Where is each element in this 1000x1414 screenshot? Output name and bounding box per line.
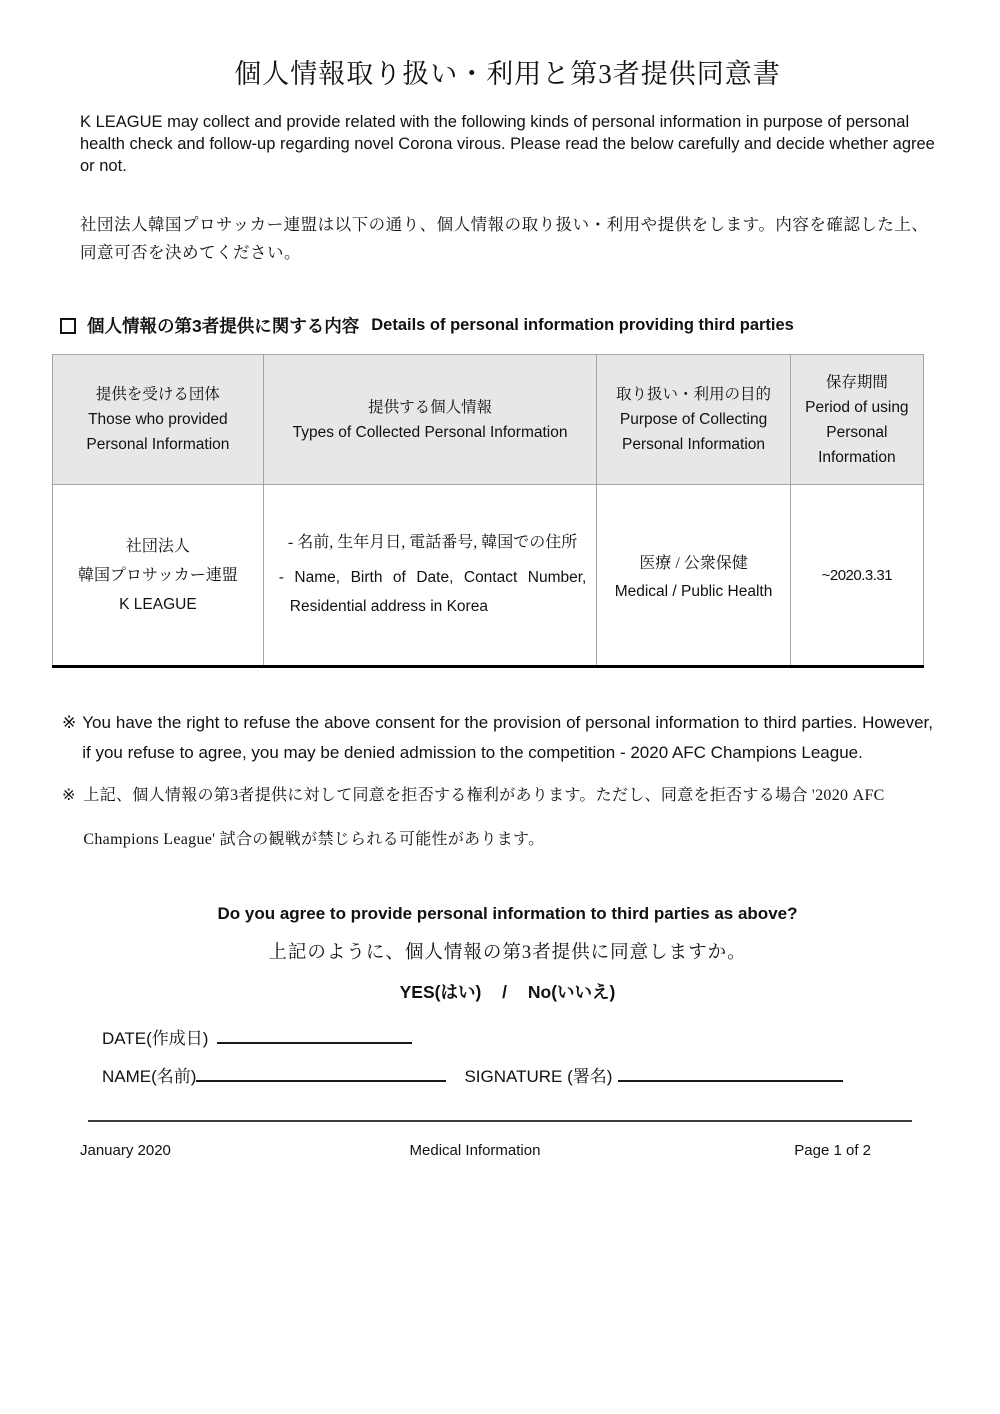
third-party-provision-table bbox=[52, 354, 924, 668]
reference-mark-icon: ※ bbox=[62, 787, 76, 804]
types-english: - Name, Birth of Date, Contact Number, Residential address in Korea bbox=[278, 569, 587, 615]
types-japanese: - 名前, 生年月日, 電話番号, 韓国での住所 bbox=[287, 534, 578, 551]
page-footer bbox=[80, 1142, 935, 1162]
section-heading-japanese: 個人情報の第3者提供に関する内容 bbox=[87, 316, 360, 336]
column-header-period-ja: 保存期間 bbox=[825, 373, 888, 391]
intro-paragraph-japanese: 社団法人韓国プロサッカー連盟は以下の通り、個人情報の取り扱い・利用や提供をします。内容を確認した上、同意可否を決めてください。 bbox=[80, 215, 929, 262]
column-header-types-ja: 提供する個人情報 bbox=[368, 398, 493, 416]
name-signature-line bbox=[102, 1062, 935, 1087]
section-checkbox[interactable] bbox=[60, 318, 76, 334]
cell-purpose bbox=[597, 485, 790, 667]
consent-options bbox=[80, 979, 935, 1004]
column-header-period bbox=[790, 355, 923, 485]
provider-line-2: 韓国プロサッカー連盟 bbox=[78, 566, 238, 584]
signature-label: SIGNATURE (署名) bbox=[464, 1067, 613, 1086]
table-header-row bbox=[53, 355, 924, 485]
provider-line-3: K LEAGUE bbox=[119, 595, 197, 613]
period-value: ~2020.3.31 bbox=[821, 566, 893, 584]
column-header-provider-en: Those who provided Personal Information bbox=[86, 411, 230, 453]
date-field[interactable] bbox=[217, 1029, 412, 1044]
purpose-japanese: 医療 / 公衆保健 bbox=[639, 554, 748, 572]
signature-field[interactable] bbox=[618, 1067, 843, 1082]
column-header-period-en: Period of using Personal Information bbox=[805, 398, 909, 466]
column-header-purpose bbox=[597, 355, 790, 485]
column-header-provider-ja: 提供を受ける団体 bbox=[95, 386, 220, 403]
column-header-types-en: Types of Collected Personal Information bbox=[292, 423, 568, 441]
provider-line-1: 社団法人 bbox=[125, 537, 190, 555]
note-japanese-text: 上記、個人情報の第3者提供に対して同意を拒否する権利があります。ただし、同意を拒否する場合 '2020 AFC Champions League' 試合の観戦が禁じられる可能性があります。 bbox=[83, 787, 885, 848]
no-option[interactable]: No(いいえ) bbox=[527, 982, 616, 1002]
purpose-english: Medical / Public Health bbox=[614, 582, 773, 600]
signature-block bbox=[102, 1024, 935, 1087]
yes-option[interactable]: YES(はい) bbox=[399, 982, 482, 1002]
column-header-purpose-en: Purpose of Collecting Personal Information bbox=[619, 411, 768, 453]
consent-question-japanese: 上記のように、個人情報の第3者提供に同意しますか。 bbox=[268, 943, 747, 963]
option-separator: / bbox=[502, 982, 508, 1002]
column-header-types bbox=[263, 355, 597, 485]
name-label: NAME(名前) bbox=[102, 1067, 197, 1086]
page-title: 個人情報取り扱い・利用と第3者提供同意書 bbox=[234, 59, 781, 89]
column-header-provider bbox=[53, 355, 264, 485]
reference-mark-icon: ※ bbox=[62, 713, 77, 732]
footer-date: January 2020 bbox=[80, 1142, 171, 1159]
footer-rule bbox=[88, 1120, 912, 1122]
date-line bbox=[102, 1024, 935, 1049]
section-heading-english: Details of personal information providing third parties bbox=[371, 316, 794, 334]
intro-paragraph-english: K LEAGUE may collect and provide related with the following kinds of personal information in purpose of personal health check and follow-up regarding novel Corona virous. Please read the below carefully and decide whether agree or not. bbox=[80, 113, 935, 175]
footer-document-title: Medical Information bbox=[409, 1142, 541, 1159]
name-field[interactable] bbox=[196, 1067, 446, 1082]
cell-period bbox=[790, 485, 923, 667]
cell-types bbox=[263, 485, 597, 667]
consent-section bbox=[80, 904, 935, 1004]
cell-provider bbox=[53, 485, 264, 667]
date-label: DATE(作成日) bbox=[102, 1029, 209, 1048]
note-english bbox=[62, 708, 935, 768]
note-japanese bbox=[62, 774, 935, 862]
table-row bbox=[53, 485, 924, 667]
section-heading bbox=[60, 313, 935, 338]
consent-question-english: Do you agree to provide personal information to third parties as above? bbox=[217, 904, 798, 923]
footer-page-number: Page 1 of 2 bbox=[794, 1142, 871, 1159]
column-header-purpose-ja: 取り扱い・利用の目的 bbox=[616, 386, 772, 403]
note-english-text: You have the right to refuse the above consent for the provision of personal information to third parties. However, if you refuse to agree, you may be denied admission to the competition - 2020 AFC Champions League. bbox=[82, 713, 933, 762]
